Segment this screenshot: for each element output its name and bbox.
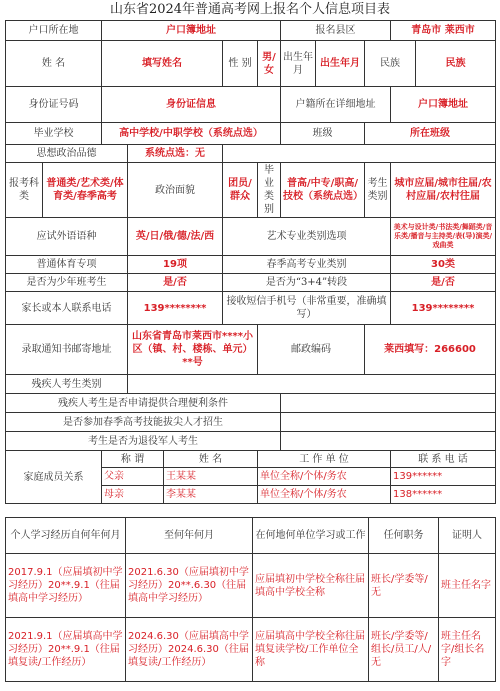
study-history-table (5, 517, 496, 682)
study-witness: 班主任名字 (439, 554, 496, 618)
value-contact-phone: 139******** (128, 292, 223, 325)
family-work: 单位全称/个体/务农 (258, 486, 391, 504)
value-juvenile-class: 是/否 (128, 274, 223, 292)
value-household-address: 户口簿地址 (391, 87, 496, 123)
value-sms-phone: 139******** (391, 292, 496, 325)
label-gender: 性 别 (223, 41, 258, 87)
label-postal-code: 邮政编码 (258, 325, 365, 375)
value-3plus4-transfer: 是/否 (391, 274, 496, 292)
label-ethnicity: 民族 (365, 41, 416, 87)
label-class: 班级 (281, 123, 365, 145)
family-relation: 母亲 (102, 486, 164, 504)
label-3plus4-transfer: 是否为“3+4”转段 (223, 274, 391, 292)
family-work: 单位全称/个体/务农 (258, 468, 391, 486)
family-header-name: 姓 名 (164, 451, 258, 468)
label-spring-major: 春季高考专业类别 (223, 256, 391, 274)
value-political-morality: 系统点选：无 (128, 145, 223, 163)
value-foreign-language: 英/日/俄/德/法/西 (128, 218, 223, 256)
study-row (6, 618, 496, 682)
value-disabled-category (128, 375, 496, 394)
label-juvenile-class: 是否为少年班考生 (6, 274, 128, 292)
label-contact-phone: 家长或本人联系电话 (6, 292, 128, 325)
value-mailing-address: 山东省青岛市莱西市****小区（镇、村、楼栋、单元）**号 (128, 325, 258, 375)
label-hukou-location: 户口所在地 (6, 21, 102, 41)
study-from: 2021.9.1（应届填高中学习经历）20**.9.1（往届填复读/工作经历） (6, 618, 126, 682)
family-header-work: 工 作 单 位 (258, 451, 391, 468)
value-graduation-type: 普高/中专/职高/技校（系统点选） (281, 163, 365, 218)
value-postal-code: 莱西填写：266600 (365, 325, 496, 375)
empty-cell (223, 145, 496, 163)
value-birth-date: 出生年月 (316, 41, 365, 87)
page-title: 山东省2024年普通高考网上报名个人信息项目表 (109, 2, 391, 17)
family-name: 王某某 (164, 468, 258, 486)
label-veteran: 考生是否为退役军人考生 (6, 432, 281, 451)
value-spring-skill-talent (281, 413, 496, 432)
value-veteran (281, 432, 496, 451)
value-candidate-type: 城市应届/城市往届/农村应届/农村往届 (391, 163, 496, 218)
value-graduate-school: 高中学校/中职学校（系统点选） (102, 123, 281, 145)
family-phone: 138****** (391, 486, 496, 504)
value-political-status: 团员/群众 (223, 163, 258, 218)
label-foreign-language: 应试外语语种 (6, 218, 128, 256)
label-mailing-address: 录取通知书邮寄地址 (6, 325, 128, 375)
family-header-phone: 联 系 电 话 (391, 451, 496, 468)
family-name: 李某某 (164, 486, 258, 504)
value-hukou-location: 户口簿地址 (102, 21, 281, 41)
study-header-witness: 证明人 (439, 518, 496, 554)
study-header-to: 至何年何月 (126, 518, 253, 554)
study-place: 应届填初中学校全称往届填高中学校全称 (253, 554, 369, 618)
label-disabled-accommodation: 残疾人考生是否申请提供合理便利条件 (6, 394, 281, 413)
value-art-category: 美术与设计类/书法类/舞蹈类/音乐类/播音与主持类/表(导)演类/戏曲类 (391, 218, 496, 256)
label-name: 姓 名 (6, 41, 102, 87)
label-birth-date: 出生年月 (281, 41, 316, 87)
study-place: 应届填高中学校全称往届填复读学校/工作单位全称 (253, 618, 369, 682)
study-from: 2017.9.1（应届填初中学习经历）20**.9.1（往届填高中学习经历） (6, 554, 126, 618)
study-duty: 班长/学委等/组长/员工/人/无 (369, 618, 439, 682)
label-political-morality: 思想政治品德 (6, 145, 128, 163)
value-registration-county: 青岛市 莱西市 (391, 21, 496, 41)
value-application-category: 普通类/艺术类/体育类/春季高考 (43, 163, 128, 218)
label-household-address: 户籍所在详细地址 (281, 87, 391, 123)
label-family-relation: 家庭成员关系 (6, 451, 102, 504)
label-sms-phone: 接收短信手机号（非常重要，准确填写） (223, 292, 391, 325)
study-duty: 班长/学委等/无 (369, 554, 439, 618)
label-spring-skill-talent: 是否参加春季高考技能拔尖人才招生 (6, 413, 281, 432)
label-registration-county: 报名县区 (281, 21, 391, 41)
family-phone: 139****** (391, 468, 496, 486)
label-application-category: 报考科类 (6, 163, 43, 218)
study-row (6, 554, 496, 618)
label-disabled-category: 残疾人考生类别 (6, 375, 128, 394)
label-graduate-school: 毕业学校 (6, 123, 102, 145)
value-spring-major: 30类 (391, 256, 496, 274)
value-disabled-accommodation (281, 394, 496, 413)
study-to: 2024.6.30（应届填高中学习经历）2024.6.30（往届填复读/工作经历） (126, 618, 253, 682)
family-relation: 父亲 (102, 468, 164, 486)
info-table (5, 20, 496, 504)
label-id-number: 身份证号码 (6, 87, 102, 123)
study-to: 2021.6.30（应届填初中学习经历）20**.6.30（往届填高中学习经历） (126, 554, 253, 618)
value-class: 所在班级 (365, 123, 496, 145)
study-header-from: 个人学习经历自何年何月 (6, 518, 126, 554)
label-sports-item: 普通体育专项 (6, 256, 128, 274)
value-id-number: 身份证信息 (102, 87, 281, 123)
study-header-duty: 任何职务 (369, 518, 439, 554)
label-candidate-type: 考生类别 (365, 163, 391, 218)
value-gender: 男/女 (258, 41, 281, 87)
study-header-place: 在何地何单位学习或工作 (253, 518, 369, 554)
family-header-relation: 称 谓 (102, 451, 164, 468)
label-graduation-type: 毕业类别 (258, 163, 281, 218)
value-sports-item: 19项 (128, 256, 223, 274)
label-political-status: 政治面貌 (128, 163, 223, 218)
label-art-category: 艺术专业类别选项 (223, 218, 391, 256)
study-witness: 班主任名字/组长名字 (439, 618, 496, 682)
value-name: 填写姓名 (102, 41, 223, 87)
value-ethnicity: 民族 (416, 41, 496, 87)
